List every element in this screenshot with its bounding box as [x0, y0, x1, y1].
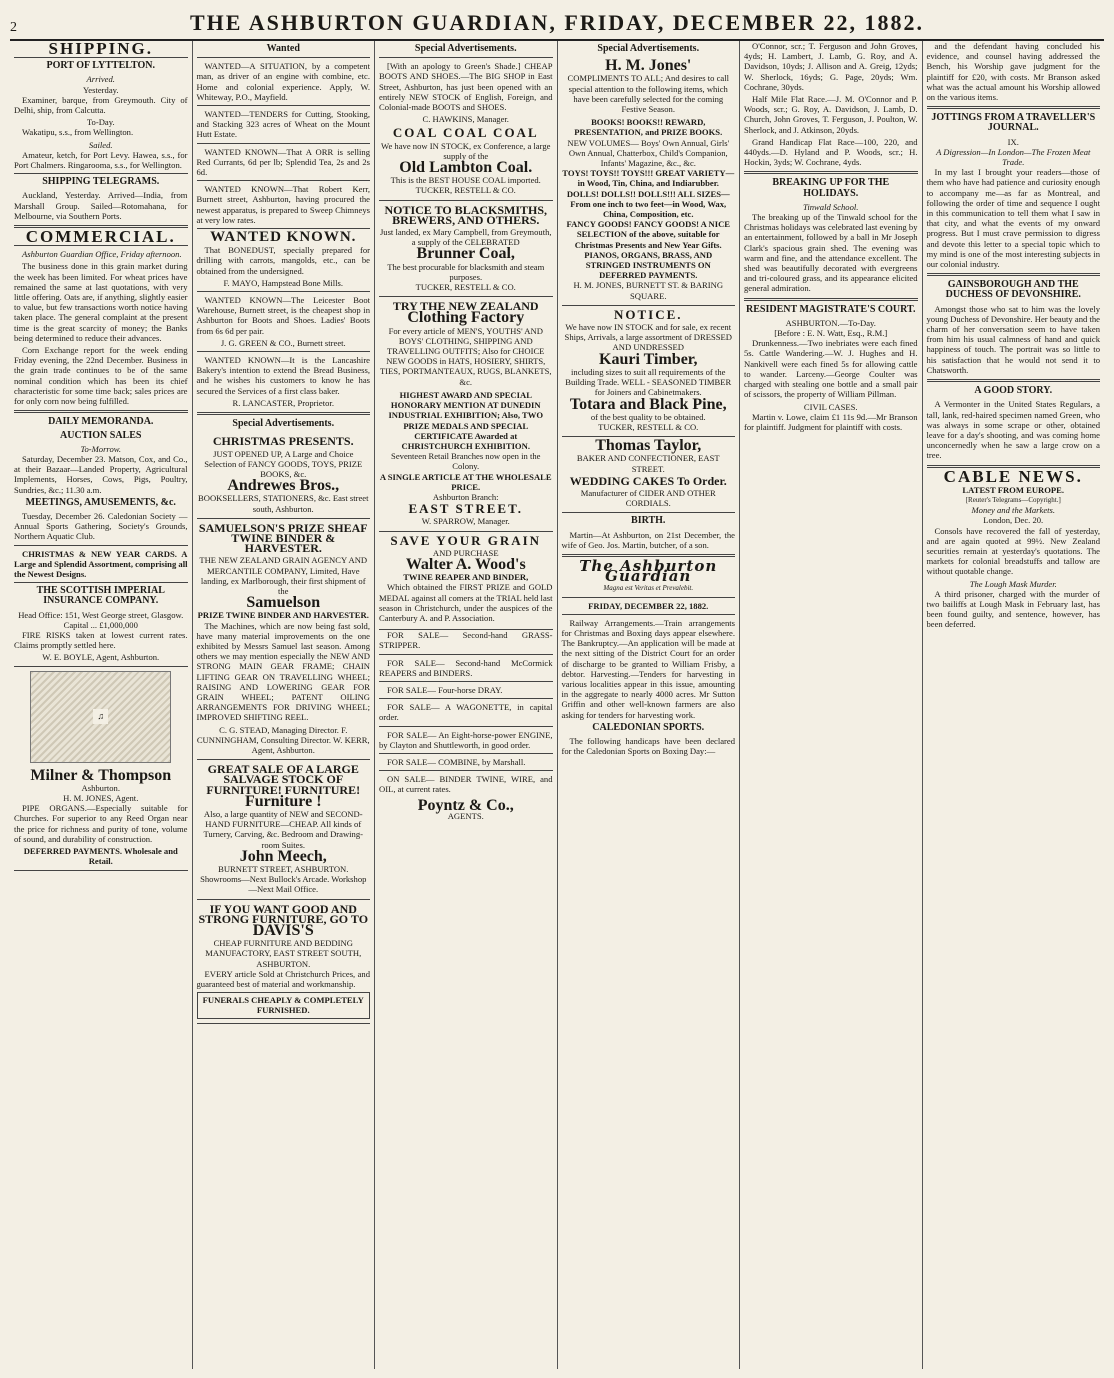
memoranda-heading: DAILY MEMORANDA.	[48, 416, 154, 428]
commercial-heading: COMMERCIAL.	[25, 227, 176, 247]
coal-heading: COAL COAL COAL	[392, 125, 539, 141]
meech-name: John Meech,	[239, 847, 327, 865]
milner-name: Milner & Thompson	[30, 766, 172, 784]
totara-text: of the best quality to be obtained.	[590, 411, 706, 422]
lough-mask-heading: The Lough Mask Murder.	[969, 578, 1057, 589]
on-sale: ON SALE— BINDER TWINE, WIRE, and OIL, at current rates.	[379, 774, 553, 795]
masthead	[10, 6, 1104, 41]
wanted-situation: WANTED—A SITUATION, by a competent man, as driver of an engine with combine, etc. Home and colonial experience. Apply, W. Whiteway, P.O., Mayfield.	[196, 61, 370, 102]
special-ads-heading-3: Special Advertisements.	[414, 43, 517, 54]
civil-cases-heading: CIVIL CASES.	[803, 401, 858, 412]
volumes-line: NEW VOLUMES— Boys' Own Annual, Girls' Own Annual, Chatterbox, Child's Companion, Infants' Magazine, &c., &c.	[567, 137, 730, 169]
cards-advert: CHRISTMAS & NEW YEAR CARDS. A Large and Splendid Assortment, comprising all the Newest Designs.	[14, 548, 188, 579]
timber-notice-text: We have now IN STOCK and for sale, ex recent Ships, Arrivals, a large assortment of DRESSED AND UNDRESSED	[564, 322, 732, 353]
xmas-heading: CHRISTMAS PRESENTS.	[212, 434, 354, 449]
for-sale-3: FOR SALE— Four-horse DRAY.	[387, 684, 503, 695]
wanted-bakery: WANTED KNOWN—It is the Lancashire Bakery's intention to extend the Bread Business, and he wishes his customers to know he has secured the Services of a first class baker.	[196, 355, 370, 396]
meech-sub: BURNETT STREET, ASHBURTON. Showrooms—Next Bullock's Arcade. Workshop—Next Mail Office.	[200, 864, 367, 895]
birth-text: Martin—At Ashburton, on 21st December, the wife of Geo. Jos. Martin, butcher, of a son.	[561, 529, 735, 550]
court-subheading: ASHBURTON.—To-Day.	[785, 317, 876, 328]
arrived-label: Arrived.	[86, 74, 115, 85]
try-nz-heading: TRY THE NEW ZEALAND	[392, 299, 539, 314]
for-sale-2: FOR SALE— Second-hand McCormick REAPERS and BINDERS.	[379, 657, 553, 678]
today-text: Wakatipu, s.s., from Wellington.	[22, 127, 134, 138]
brunner-name: Brunner Coal,	[416, 245, 515, 263]
save-grain-heading: SAVE YOUR GRAIN	[390, 532, 542, 548]
davis-lead: IF YOU WANT GOOD AND STRONG FURNITURE, GO TO	[198, 901, 369, 926]
furniture-sub: Also, a large quantity of NEW and SECOND-HAND FURNITURE—CHEAP. All kinds of Turnery, Carving, &c. Bedroom and Drawing-room Suites.	[203, 809, 363, 850]
good-story-heading: A GOOD STORY.	[974, 385, 1053, 397]
column-6	[923, 41, 1105, 1369]
court-continued-text: and the defendant having concluded his evidence, and counsel having addressed the Bench, his Worship gave judgment for the plaintiff for £20, with costs. Mr Branson asked what was the actual amount his Worship allowed on the various items.	[926, 41, 1100, 103]
scottish-capital: Capital ... £1,000,000	[63, 619, 138, 630]
lambton-name: Old Lambton Coal.	[399, 159, 533, 177]
telegrams-heading: SHIPPING TELEGRAMS.	[42, 176, 160, 188]
wanted-heading: Wanted	[266, 43, 300, 54]
brunner-advert	[379, 201, 553, 298]
branch-label: Ashburton Branch:	[432, 491, 499, 502]
davis-name: DAVIS'S	[252, 922, 314, 940]
single-article-text: A SINGLE ARTICLE AT THE WHOLESALE PRICE.	[379, 471, 552, 492]
cheap-boots-text: [With an apology to Green's Shade.] CHEAP BOOTS AND SHOES.—The BIG SHOP in East Street, Ashburton, has just been opened with an entirely NEW STOCK of English, Foreign, and Colonial-made BOOTS and SHOES.	[379, 61, 553, 113]
andrewes-sub: BOOKSELLERS, STATIONERS, &c. East street south, Ashburton.	[198, 493, 369, 514]
milner-footer: DEFERRED PAYMENTS. Wholesale and Retail.	[23, 845, 178, 867]
meetings-text: Tuesday, December 26. Caledonian Society — Annual Sports Gathering, Society's Grounds, Northern Aquatic Club.	[14, 510, 188, 542]
gainsborough-text: Amongst those who sat to him was the lovely young Duchess of Devonshire. Her beauty and the charm of her conversation seem to have taken from him his usual calmness of hand and quick happiness of touch. The portrait was so little to his satisfaction that he would not send it to Chatsworth.	[926, 303, 1100, 375]
totara-signature: TUCKER, RESTELL & CO.	[598, 421, 699, 432]
wanted-bakery-signature: R. LANCASTER, Proprietor.	[232, 397, 334, 408]
breaking-up-heading: BREAKING UP FOR THE HOLIDAYS.	[772, 177, 890, 199]
salvage-heading: GREAT SALE OF A LARGE SALVAGE STOCK OF FURNITURE! FURNITURE!	[206, 762, 361, 797]
sparrow-signature: W. SPARROW, Manager.	[421, 516, 510, 527]
corn-exchange-text: Corn Exchange report for the week ending Friday evening, the 22nd December. Business in the grain trade continues to be of the same nominal condition which has been its chief characteristic for some time back; sales prices are for only corn now being fulfilled.	[14, 345, 188, 407]
jones-signature: H. M. JONES, BURNETT ST. & BARING SQUARE.	[573, 280, 724, 301]
wanted-boots-signature: J. G. GREEN & CO., Burnett street.	[220, 337, 346, 348]
meech-advert	[197, 760, 371, 899]
court-text: Drunkenness.—Two inebriates were each fined 5s. Cattle Wandering.—W. J. Hughes and H. Nankivell were each fined 5s for allowing cattle to wander. Larceny.—George Coulter was charged with stealing one bottle and a small pair of scissors, the property of William Pillman.	[744, 338, 918, 400]
samuelson-name: Samuelson	[246, 594, 321, 612]
handicaps-text-b: Half Mile Flat Race.—J. M. O'Connor and P. Woods, scr.; G. Roy, A. Davidson, J. Lamb, D. Church, John Groves, T. Ferguson, J. Poulton, W. Sherlock, and J. Atkinson, 20yds.	[744, 94, 918, 135]
good-story-text: A Vermonter in the United States Regulars, a tall, lank, red-haired specimen named Green, who was always in some scrape or other, obtained leave for a day's shooting, and was coming home unconcernedly when he saw a large crow on a tree.	[926, 399, 1100, 461]
wedding-cakes: WEDDING CAKES To Order.	[569, 473, 727, 488]
wanted-tenders: WANTED—TENDERS for Cutting, Stooking, and Stacking 323 acres of Wheat on the Mount Hutt Estate.	[196, 109, 370, 140]
fire-risks-text: FIRE RISKS taken at lowest current rates. Claims promptly settled here.	[14, 629, 188, 651]
clothing-advert	[379, 297, 553, 531]
wanted-bonedust: That BONEDUST, specially prepared for drilling with carrots, mangolds, etc., can be obtained from the undersigned.	[196, 245, 370, 276]
for-sale-4: FOR SALE— A WAGONETTE, in capital order.	[379, 702, 553, 723]
court-bench: [Before : E. N. Watt, Esq., R.M.]	[774, 328, 888, 339]
cheap-boots-signature: C. HAWKINS, Manager.	[422, 114, 509, 125]
columns	[10, 41, 1104, 1369]
handicaps-text-c: Grand Handicap Flat Race—100, 220, and 440yds.—D. Hyland and P. Woods, scr.; H. Hockin, 3yds; W. Cochrane, 4yds.	[744, 136, 918, 168]
caledonian-heading: CALEDONIAN SPORTS.	[592, 721, 705, 733]
cider-line: Manufacturer of CIDER AND OTHER CORDIALS.	[580, 487, 716, 509]
organ-engraving-label: ♫	[93, 709, 108, 723]
caledonian-text: The following handicaps have been declared for the Caledonian Sports on Boxing Day:—	[561, 735, 735, 757]
samuelson-text: The Machines, which are now being fast sold, have many material improvements on the one exhibited by Messrs Samuel last season. Among others we may mention especially the NEW AND STRONG MAIN GEAR FRAME; CHAIN LIFTING GEAR ON TRAVELLING WHEEL; RAISING AND LOWERING GEAR FOR GRAIN WHEEL; PATENT OILING ARRANGEMENTS FOR DRIVING WHEEL; IMPROVED SHIFTING REEL.	[196, 620, 370, 723]
cable-news-subheading: LATEST FROM EUROPE.	[962, 484, 1065, 495]
davis-advert	[197, 900, 371, 1024]
milner-place: Ashburton.	[81, 782, 120, 793]
jottings-heading: JOTTINGS FROM A TRAVELLER'S JOURNAL.	[931, 112, 1096, 134]
scottish-office: Head Office: 151, West George street, Glasgow.	[18, 609, 184, 620]
jones-name: H. M. Jones'	[605, 57, 692, 75]
port-heading: PORT OF LYTTELTON.	[46, 60, 155, 72]
pianos-line: PIANOS, ORGANS, BRASS, AND STRINGED INSTRUMENTS ON DEFERRED PAYMENTS.	[584, 249, 713, 281]
today-label: To-Day.	[86, 117, 115, 128]
award-text: HIGHEST AWARD AND SPECIAL HONORARY MENTION AT DUNEDIN INDUSTRIAL EXHIBITION; Also, TWO PRIZE MEDALS AND SPECIAL CERTIFICATE Awarded at CHRISTCHURCH EXHIBITION.	[388, 389, 544, 451]
masthead-title: THE ASHBURTON GUARDIAN, FRIDAY, DECEMBER 22, 1882.	[189, 10, 925, 35]
totara-name: Totara and Black Pine,	[569, 395, 727, 413]
coal-signature: TUCKER, RESTELL & CO.	[415, 185, 516, 196]
samuelson-advert	[197, 519, 371, 760]
milner-agent: H. M. JONES, Agent.	[63, 792, 139, 803]
column-4	[558, 41, 741, 1369]
xmas-sub: JUST OPENED UP, A Large and Choice Selection of FANCY GOODS, TOYS, PRIZE BOOKS, &c.	[204, 448, 363, 479]
wood-sub: TWINE REAPER AND BINDER,	[403, 572, 529, 583]
coal-sub: This is the BEST HOUSE COAL imported.	[390, 175, 541, 186]
fancy-line: FANCY GOODS! FANCY GOODS! A NICE SELECTION of the above, suitable for Christmas Presents and New Year Gifts.	[566, 219, 731, 250]
scottish-heading: THE SCOTTISH IMPERIAL INSURANCE COMPANY.	[36, 585, 165, 607]
editorial-text: Railway Arrangements.—Train arrangements for Christmas and Boxing days appear elsewhere. The Bankruptcy.—An application will be made at the next sitting of the District Court for an order of discharge to be granted to William Frisby, a debtor. Harvesting.—Tenders for harvesting in various localities appear in this issue, amounting in the aggregate to nearly 4000 acres. Mr Sutton Griffin and other well-known farmers are also asking for tenders for harvesting work.	[561, 617, 735, 720]
wood-name: Walter A. Wood's	[405, 555, 526, 573]
sailed-label: Sailed.	[88, 139, 113, 150]
civil-cases-text: Martin v. Lowe, claim £1 11s 9d.—Mr Branson for plaintiff. Judgment for plaintiff with costs.	[744, 411, 918, 432]
birth-heading: BIRTH.	[631, 515, 666, 527]
lambton-advert	[379, 124, 553, 200]
jones-advert	[562, 57, 736, 306]
money-dateline: London, Dec. 20.	[983, 515, 1044, 526]
books-line: BOOKS! BOOKS!! REWARD, PRESENTATION, and PRIZE BOOKS.	[574, 117, 723, 138]
wanted-boots: WANTED KNOWN—The Leicester Boot Warehouse, Burnett street, is the cheapest shop in Ashburton for Boots and Shoes. Ladies' Boots from 6s 6d per pair.	[196, 295, 370, 336]
samuelson-heading: SAMUELSON'S PRIZE SHEAF TWINE BINDER & HARVESTER.	[198, 520, 368, 556]
arrivals-text: Examiner, barque, from Greymouth. City of Delhi, ship, from Calcutta.	[14, 94, 188, 116]
branches-text: Seventeen Retail Branches now open in the Colony.	[391, 451, 541, 472]
auction-text: Saturday, December 23. Matson, Cox, and Co., at their Bazaar—Landed Property, Agricultural Implements, Horses, Cows, Pigs, Poultry, Sundries, &c.; 11.30 a.m.	[14, 453, 188, 495]
coal-text: We have now IN STOCK, ex Conference, a large supply of the	[381, 140, 551, 161]
money-heading: Money and the Markets.	[971, 505, 1056, 516]
save-grain-sub: AND PURCHASE	[432, 547, 499, 558]
column-2	[193, 41, 376, 1369]
wood-advert	[379, 532, 553, 631]
scottish-agent: W. E. BOYLE, Agent, Ashburton.	[42, 652, 160, 663]
wanted-currants: WANTED KNOWN—That A ORR is selling Red Currants, 6d per lb; Splendid Tea, 2s and 2s 6d.	[196, 146, 370, 178]
for-sale-6: FOR SALE— COMBINE, by Marshall.	[387, 756, 526, 767]
kauri-advert	[562, 306, 736, 437]
andrewes-name: Andrewes Bros.,	[227, 477, 340, 495]
jones-sub: COMPLIMENTS TO ALL; And desires to call special attention to the following items, which have been carefully selected for the coming Festive Season.	[567, 73, 730, 115]
taylor-sub: BAKER AND CONFECTIONER, EAST STREET.	[576, 453, 720, 474]
lough-mask-text: A third prisoner, charged with the murder of two bailiffs at Lough Mask in February last, has been found guilty, and sentence, however, has been deferred.	[926, 588, 1100, 630]
jottings-text: In my last I brought your readers—those of them who have had patience and curiosity enough to accompany me—as far as Montreal, and following the order of time and sequence I ought in this communication to tell them what I saw in that city, and what the events of my onward progress. But I must crave permission to digress and devote this letter to a special topic which to my mind is one of the most interesting subjects in our colonial industry.	[926, 167, 1100, 270]
column-5	[740, 41, 923, 1369]
toys-line: TOYS! TOYS!! TOYS!!! GREAT VARIETY—in Wood, Tin, China, and Indiarubber.	[562, 168, 735, 189]
commercial-lead: Ashburton Guardian Office, Friday afternoon.	[22, 249, 182, 260]
brunner-text: The best procurable for blacksmith and steam purposes.	[387, 261, 545, 282]
kauri-text: including sizes to suit all requirements of the Building Trade. WELL - SEASONED TIMBER for Joiners and Cabinetmakers.	[565, 366, 732, 398]
milner-advert	[14, 767, 188, 872]
clothing-name: Clothing Factory	[407, 309, 525, 327]
telegrams-text: Auckland, Yesterday. Arrived—India, from Marshall Group. Sailed—Rotomahana, for Melbourne, via Southern Ports.	[14, 190, 188, 221]
tinwald-text: The breaking up of the Tinwald school for the Christmas holidays was celebrated last evening by an entertainment, followed by a ball in Mr Joseph Clark's spacious grain shed. The evening was warm and fine, and the attendance excellent. The shed was beautifully decorated with evergreens and tri-coloured grass, and its appearance elicited general admiration.	[744, 212, 918, 294]
davis-sub: CHEAP FURNITURE AND BEDDING MANUFACTORY, EAST STREET SOUTH, ASHBURTON.	[205, 938, 362, 969]
samuelson-sub: THE NEW ZEALAND GRAIN AGENCY AND MERCANTILE COMPANY, Limited, Have landing, ex Marlborough, their first shipment of the	[199, 555, 368, 596]
newspaper-motto: Magna est Veritas et Prevalebit.	[603, 584, 694, 593]
jottings-subheading: A Digression—In London—The Frozen Meat Trade.	[936, 146, 1091, 168]
gainsborough-heading: GAINSBOROUGH AND THE DUCHESS OF DEVONSHIRE.	[945, 279, 1081, 301]
samuelson-signature: C. G. STEAD, Managing Director. F. CUNNINGHAM, Consulting Director. W. KERR, Agent, Ashburton.	[196, 724, 370, 755]
handicaps-text-a: O'Connor, scr.; T. Ferguson and John Groves, 4yds; H. Lambert, J. Lamb, G. Roy, and A. Davidson, 10yds; J. Allison and A. Greig, 12yds; W. Sherlock, 16yds; G. Page, 20yds; Wm. Cochrane, 30yds.	[744, 41, 918, 92]
poyntz-name: Poyntz & Co.,	[417, 796, 514, 814]
davis-text: EVERY article Sold at Christchurch Prices, and guaranteed best of material and workmanship.	[196, 968, 370, 990]
for-sale-5: FOR SALE— An Eight-horse-power ENGINE, by Clayton and Shuttleworth, in good order.	[379, 729, 553, 750]
sailed-text: Amateur, ketch, for Port Levy. Hawea, s.s., for Port Chalmers. Ringarooma, s.s., for Wellington.	[14, 149, 188, 171]
jottings-number: IX.	[1007, 136, 1019, 147]
court-heading: RESIDENT MAGISTRATE'S COURT.	[746, 303, 916, 315]
special-ads-heading-4: Special Advertisements.	[597, 43, 700, 54]
wanted-known-heading: WANTED KNOWN.	[210, 229, 357, 246]
milner-text: PIPE ORGANS.—Especially suitable for Churches. For superior to any Reed Organ near the price for richness and purity of tone, volume of sound, and durability of construction.	[14, 803, 188, 844]
blacksmiths-heading: NOTICE TO BLACKSMITHS, BREWERS, AND OTHERS.	[384, 202, 548, 227]
tinwald-subheading: Tinwald School.	[803, 201, 859, 212]
funerals-box: FUNERALS CHEAPLY & COMPLETELY FURNISHED.	[197, 992, 371, 1018]
newspaper-nameplate: The Ashburton Guardian	[579, 556, 718, 586]
samuelson-name-sub: PRIZE TWINE BINDER AND HARVESTER.	[197, 610, 369, 621]
brunner-signature: TUCKER, RESTELL & CO.	[415, 282, 516, 293]
timber-notice-heading: NOTICE.	[613, 306, 683, 322]
organ-engraving	[30, 671, 171, 763]
poyntz-sub: AGENTS.	[447, 810, 484, 821]
cable-news-heading: CABLE NEWS.	[943, 466, 1083, 486]
auction-subheading: To-Morrow.	[80, 443, 121, 454]
shipping-heading: SHIPPING.	[48, 41, 153, 58]
yesterday-label: Yesterday.	[82, 84, 119, 95]
furniture-heading: Furniture !	[244, 792, 322, 810]
page-number: 2	[10, 20, 17, 35]
special-ads-heading: Special Advertisements.	[232, 418, 335, 430]
wanted-bonedust-signature: F. MAYO, Hampstead Bone Mills.	[223, 277, 344, 288]
east-street-label: EAST STREET.	[408, 501, 524, 517]
cable-credit: [Reuter's Telegrams—Copyright.]	[965, 495, 1061, 504]
for-sale-1: FOR SALE— Second-hand GRASS-STRIPPER.	[379, 630, 553, 651]
andrewes-advert	[197, 432, 371, 518]
blacksmiths-text: Just landed, ex Mary Campbell, from Greymouth, a supply of the CELEBRATED	[379, 227, 552, 248]
dolls-line: DOLLS! DOLLS!! DOLLS!!! ALL SIZES—From one inch to two feet—in Wood, Wax, China, Composition, etc.	[566, 188, 730, 220]
taylor-advert	[562, 437, 736, 513]
wanted-chimneys: WANTED KNOWN—That Robert Kerr, Burnett street, Ashburton, having procured the newest apparatus, is prepared to Sweep Chimneys at very low rates.	[196, 184, 370, 225]
meetings-heading: MEETINGS, AMUSEMENTS, &c.	[25, 496, 176, 508]
money-text: Consols have recovered the fall of yesterday, and are again quoted at 99½. New Zealand securities remain at yesterday's quotations. The markets for colonial breadstuffs and tallow are without quotable change.	[926, 525, 1100, 577]
column-3	[375, 41, 558, 1369]
editorial-dateline: FRIDAY, DECEMBER 22, 1882.	[588, 600, 709, 611]
clothing-text: For every article of MEN'S, YOUTHS' AND BOYS' CLOTHING, SHIPPING AND TRAVELLING OUTFITS; Also for CHOICE NEW GOODS in HATS, HOSIERY, SHIRTS, TIES, PORTMANTEAUX, RUGS, BLANKETS, &c.	[379, 325, 552, 387]
column-1	[10, 41, 193, 1369]
commercial-text: The business done in this grain market during the week has been limited. For wheat prices have remained the same at last quotations, with very little offering. Oats are, if anything, slightly easier to value, but few transactions worth notice having taken place. The general complaint at the present time is the great scarcity of money; the Banks being determined to reduce their advances.	[14, 261, 188, 343]
kauri-name: Kauri Timber,	[599, 350, 698, 368]
taylor-name: Thomas Taylor,	[595, 437, 702, 455]
auction-heading: AUCTION SALES	[60, 429, 142, 441]
wood-text: Which obtained the FIRST PRIZE and GOLD MEDAL against all comers at the TRIAL held last season in Christchurch, under the auspices of the Canterbury A. and P. Association.	[379, 582, 553, 623]
